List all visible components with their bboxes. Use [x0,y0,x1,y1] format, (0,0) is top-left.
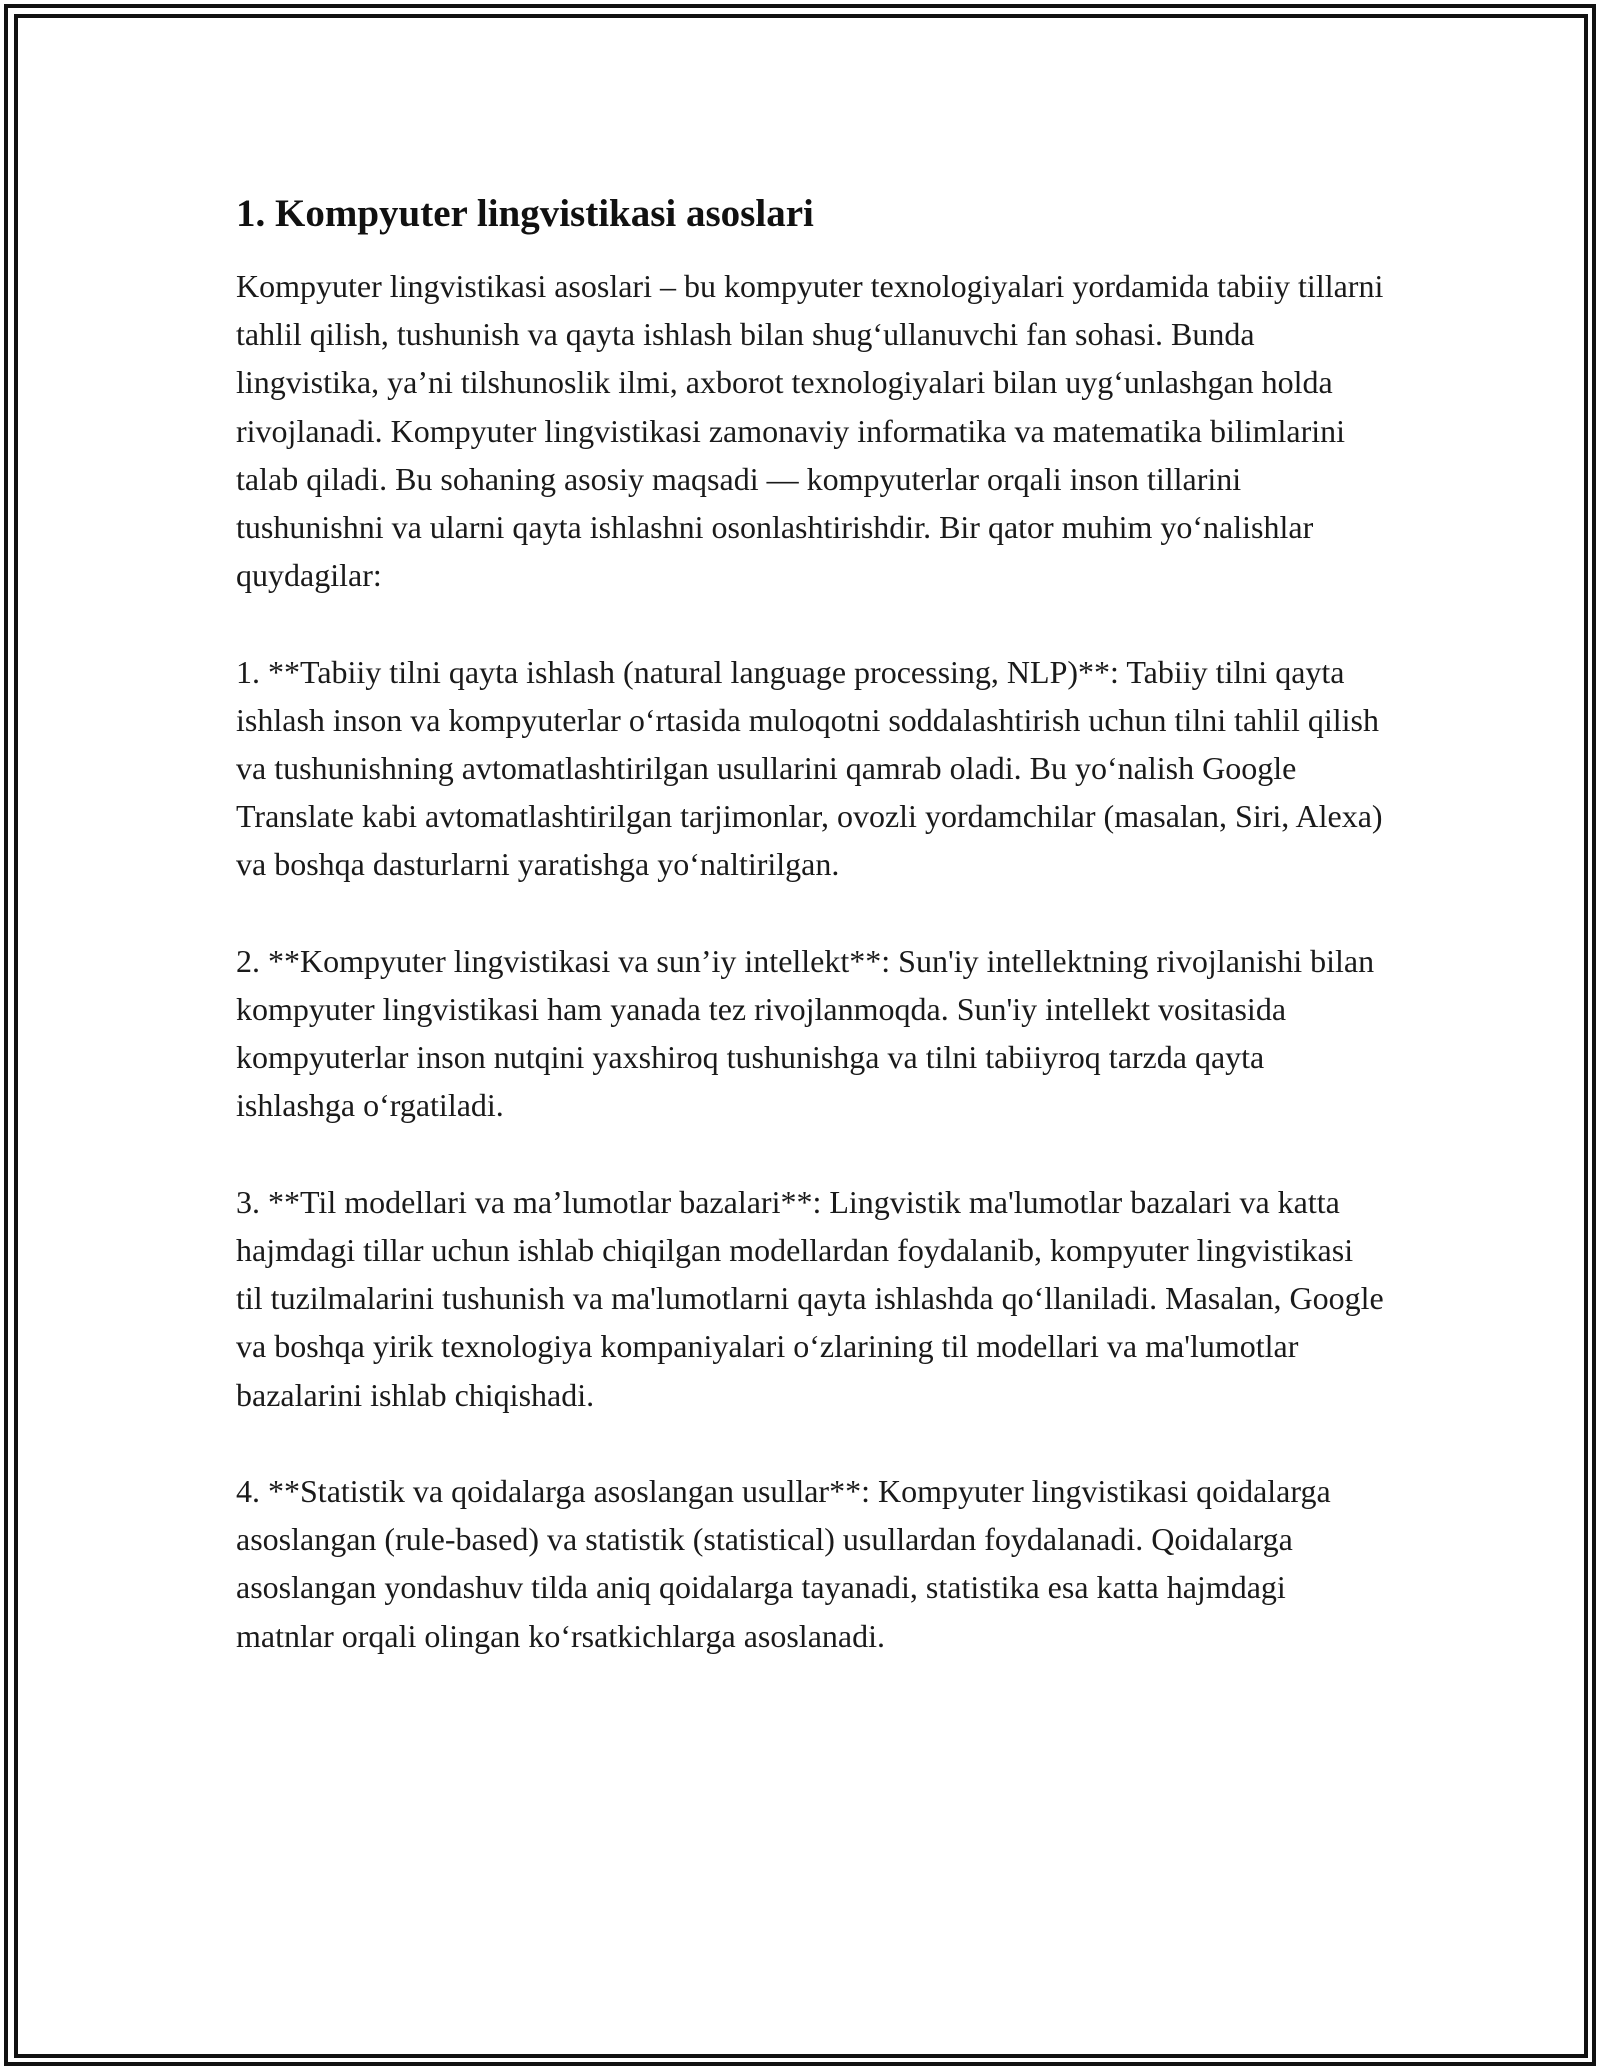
list-item-ai: 2. **Kompyuter lingvistikasi va sun’iy intellekt**: Sun'iy intellektning rivojlanishi bilan kompyuter lingvistikasi ham yanada tez rivojlanmoqda. Sun'iy intellekt vositasida kompyuterlar inson nutqini yaxshiroq tushunishga va tilni tabiiyroq tarzda qayta ishlashga o‘rgatiladi. [236,942,1375,1124]
document-body [236,186,1386,1660]
list-item-nlp: 1. **Tabiiy tilni qayta ishlash (natural language processing, NLP)**: Tabiiy tilni qayta ishlash inson va kompyuterlar o‘rtasida muloqotni soddalashtirish uchun tilni tahlil qilish va tushunishning avtomatlashtirilgan usullarini qamrab oladi. Bu yo‘nalish Google Translate kabi avtomatlashtirilgan tarjimonlar, ovozli yordamchilar (masalan, Siri, Alexa) va boshqa dasturlarni yaratishga yo‘naltirilgan. [236,653,1383,883]
intro-paragraph: Kompyuter lingvistikasi asoslari – bu kompyuter texnologiyalari yordamida tabiiy tillarni tahlil qilish, tushunish va qayta ishlash bilan shug‘ullanuvchi fan sohasi. Bunda lingvistika, ya’ni tilshunoslik ilmi, axborot texnologiyalari bilan uyg‘unlashgan holda rivojlanadi. Kompyuter lingvistikasi zamonaviy informatika va matematika bilimlarini talab qiladi. Bu sohaning asosiy maqsadi — kompyuterlar orqali inson tillarini tushunishni va ularni qayta ishlashni osonlashtirishdir. Bir qator muhim yo‘nalishlar quydagilar: [236,268,1384,594]
document-title: 1. Kompyuter lingvistikasi asoslari [236,192,814,235]
list-item-statistical-methods: 4. **Statistik va qoidalarga asoslangan usullar**: Kompyuter lingvistikasi qoidalarga asoslangan (rule-based) va statistik (statistical) usullardan foydalanadi. Qoidalarga asoslangan yondashuv tilda aniq qoidalarga tayanadi, statistika esa katta hajmdagi matnlar orqali olingan ko‘rsatkichlarga asoslanadi. [236,1473,1331,1654]
list-item-language-models: 3. **Til modellari va ma’lumotlar bazalari**: Lingvistik ma'lumotlar bazalari va katta hajmdagi tillar uchun ishlab chiqilgan modellardan foydalanib, kompyuter lingvistikasi til tuzilmalarini tushunish va ma'lumotlarni qayta ishlashda qo‘llaniladi. Masalan, Google va boshqa yirik texnologiya kompaniyalari o‘zlarining til modellari va ma'lumotlar bazalarini ishlab chiqishadi. [236,1183,1384,1413]
